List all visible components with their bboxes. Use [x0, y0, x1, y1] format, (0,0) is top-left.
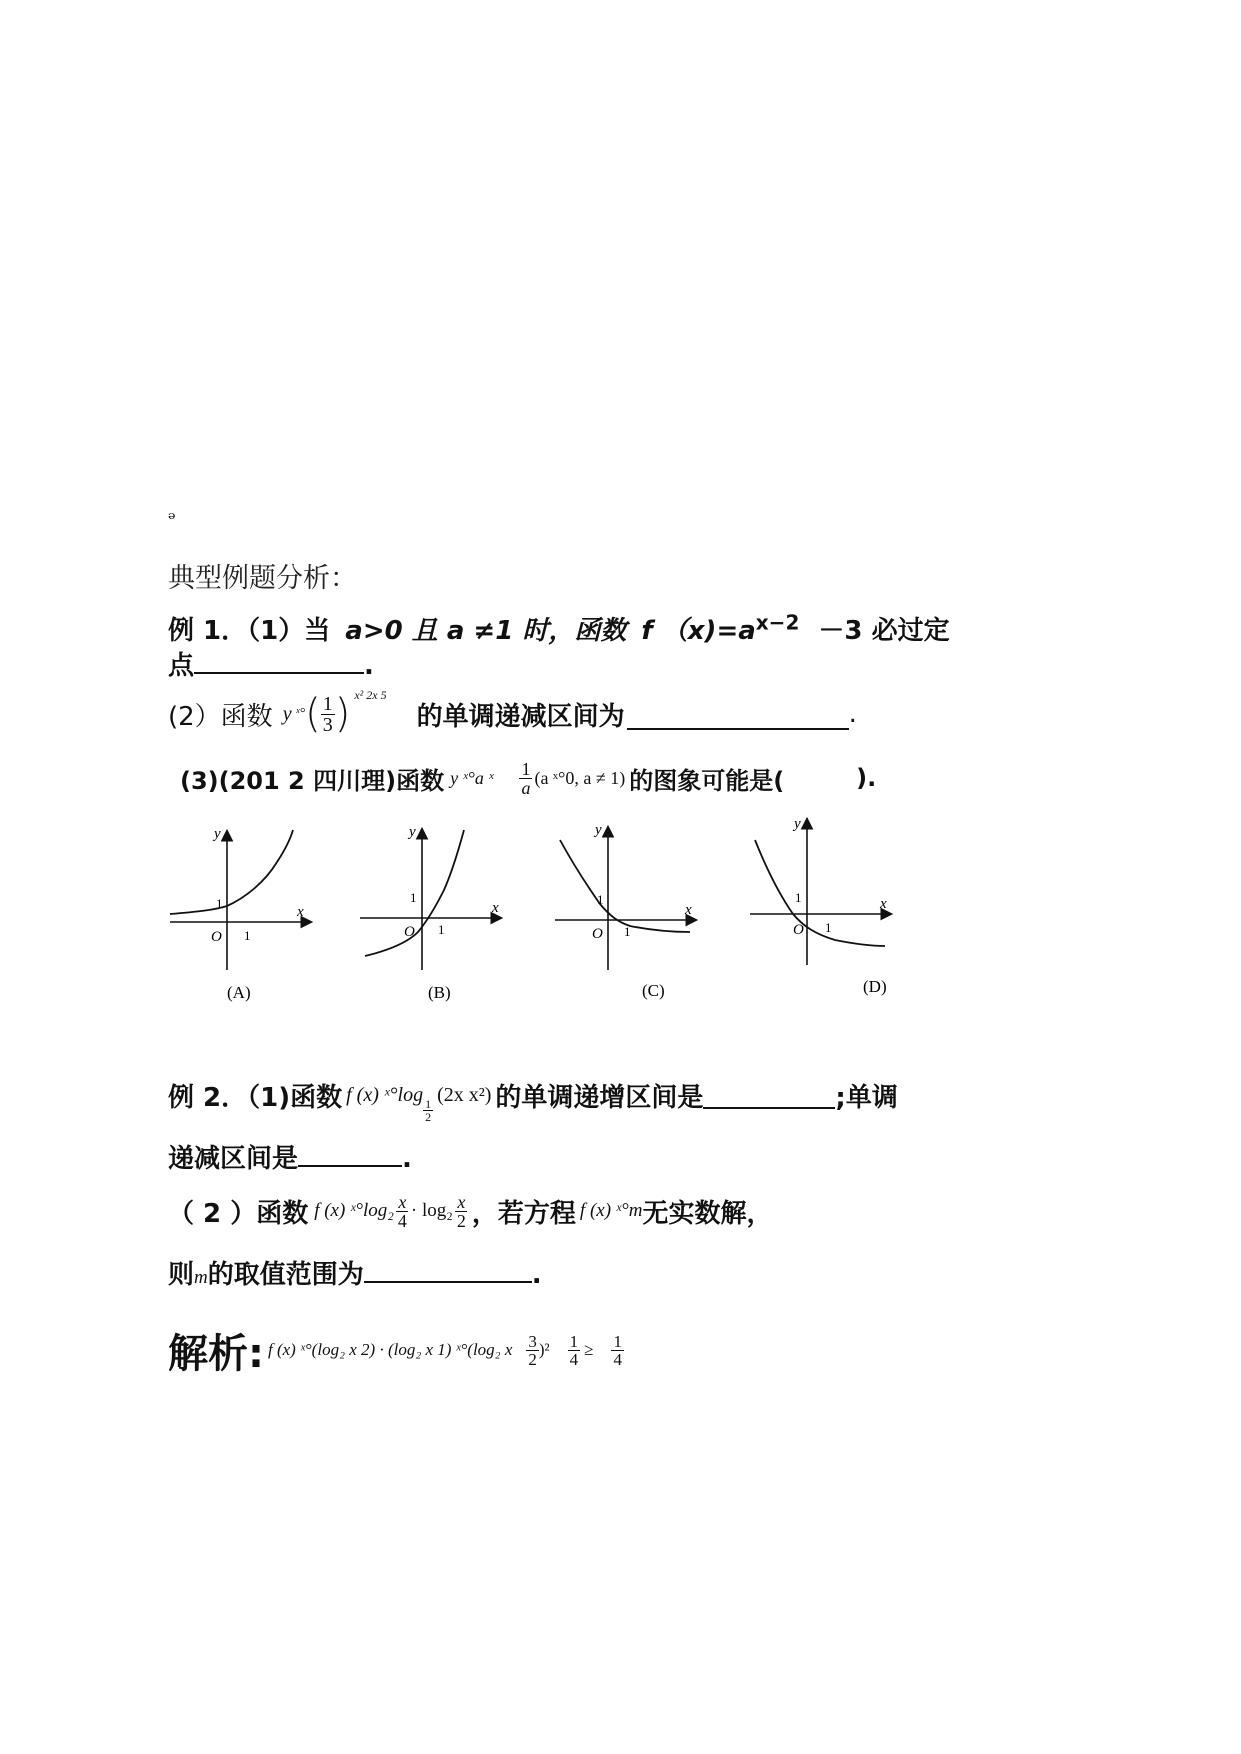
label-x: x [492, 900, 499, 916]
ex2-part2-text: ，若方程 [471, 1198, 576, 1229]
ex1-part3-condition: (a ˣ°0, a ≠ 1) [534, 767, 626, 788]
ex2-part1-arg: (2x x²) [437, 1083, 492, 1106]
caption-c: (C) [642, 981, 665, 1000]
ex1-tail: －3 必过定 [818, 616, 950, 646]
ex1-line2 [168, 645, 374, 682]
solution-formula-b: )² [538, 1340, 550, 1359]
solution-formula-a: f (x) ˣ°(log₂ x 2) · (log₂ x 1) ˣ°(log₂ x [268, 1340, 513, 1359]
curve [170, 830, 293, 914]
label-x: x [685, 902, 692, 918]
fraction-three-halves: $\frac{3}{2}$ [528, 1331, 537, 1369]
ex1-label: 例 1．（1）当 [168, 616, 331, 646]
graph-c[interactable] [555, 822, 695, 1000]
label-y: y [214, 826, 221, 842]
fraction-one-quarter-a: $\frac{1}{4}$ [569, 1331, 579, 1369]
ex2-part1 [168, 1065, 898, 1125]
caption-a: (A) [227, 983, 251, 1002]
curve [755, 840, 885, 946]
label-y: y [409, 824, 416, 840]
ex2-part2-line2-text: 的取值范围为 [207, 1260, 364, 1290]
ex2-part2-line2-label: 则 [168, 1260, 195, 1290]
ex1-part3-end: ). [856, 764, 877, 792]
ex2-part2-line2-end: . [531, 1260, 542, 1290]
tick-label-y-one: 1 [795, 890, 802, 905]
fraction-one-quarter-b: $\frac{1}{4}$ [613, 1331, 622, 1369]
solution-formula-c: ≥ [584, 1340, 594, 1359]
ex2-label: 例 2．（1)函数 [168, 1082, 343, 1113]
label-y: y [794, 816, 801, 832]
label-origin: O [793, 922, 804, 938]
ex1-part3-label: (3)(201 2 四川理)函数 [180, 766, 445, 795]
ex1-line1 [168, 610, 950, 647]
ex2-part2 [168, 1183, 773, 1239]
ex1-line2-label: 点 [168, 651, 195, 681]
fraction-x-over-2: $\frac{x}{2}$ [456, 1191, 466, 1231]
ex2-part1-line2 [168, 1138, 412, 1175]
ex1-line2-end: . [364, 651, 374, 681]
solution-label: 解析: [168, 1330, 264, 1377]
ex1-exponent: x−2 [755, 610, 800, 635]
graph-a[interactable] [170, 826, 310, 1002]
answer-blank-4[interactable] [703, 1107, 835, 1109]
stray-mark: ₔ [168, 500, 176, 524]
ex1-part2-end: . [848, 699, 857, 729]
ex1-part3-formula: y ˣ°a ˣ [450, 767, 494, 788]
tick-label-x-one: 1 [825, 920, 832, 935]
ex1-function: f （x)=a [641, 616, 756, 646]
ex1-part2-text: 的单调递减区间为 [416, 701, 625, 732]
ex2-part1-formula: f (x) ˣ°log [346, 1083, 424, 1106]
ex2-part1-line2-end: . [402, 1144, 412, 1174]
ex2-part2-tail: 无实数解， [642, 1198, 773, 1229]
log-base-one-half: $\frac{1}{2}$ [425, 1097, 432, 1124]
label-origin: O [404, 924, 415, 940]
ex2-part2-line2 [168, 1254, 542, 1291]
answer-blank-6[interactable] [364, 1281, 532, 1283]
graph-b[interactable] [360, 824, 500, 1002]
answer-blank-1[interactable] [194, 672, 364, 674]
tick-label-x-one: 1 [244, 928, 251, 943]
graph-d[interactable] [750, 816, 890, 996]
caption-d: (D) [863, 977, 887, 996]
ex2-part1-line2-text: 递减区间是 [168, 1144, 299, 1174]
ex1-part2-label: (2）函数 [168, 701, 273, 732]
label-y: y [595, 822, 602, 838]
ex2-part2-formula-b: · log₂ [410, 1200, 453, 1221]
label-origin: O [211, 929, 222, 945]
answer-blank-5[interactable] [298, 1165, 402, 1167]
ex2-part2-equation: f (x) ˣ°m [579, 1200, 643, 1221]
tick-label-x-one: 1 [438, 922, 445, 937]
paren-left: ( [305, 691, 321, 737]
ex2-part1-text: 的单调递增区间是 [495, 1082, 704, 1113]
label-x: x [297, 904, 304, 920]
curve [560, 840, 690, 932]
ex2-part2-formula-a: f (x) ˣ°log₂ [314, 1200, 394, 1221]
ex1-part3-text: 的图象可能是( [629, 766, 785, 795]
ex2-part1-tail: ;单调 [835, 1082, 898, 1113]
fraction-one-third: $\frac{1}{3}$ [322, 692, 333, 736]
label-x: x [880, 896, 887, 912]
variable-m: m [194, 1267, 208, 1288]
paren-right: ) [334, 691, 351, 737]
ex1-part2 [168, 684, 857, 744]
tick-label-y-one: 1 [216, 896, 223, 911]
fraction-x-over-4: $\frac{x}{4}$ [397, 1191, 407, 1231]
tick-label-y-one: 1 [597, 892, 604, 907]
ex1-condition: a>0 且 a ≠1 时，函数 [345, 616, 627, 646]
solution [168, 1315, 624, 1385]
ex1-part2-exponent: x² 2x 5 [354, 688, 387, 702]
label-origin: O [592, 926, 603, 942]
graph-options [165, 810, 955, 1010]
ex1-part3 [180, 748, 876, 808]
ex2-part2-label: （ 2 ）函数 [168, 1198, 309, 1229]
answer-blank-2[interactable] [627, 728, 849, 730]
ex1-part2-eq: ˣ° [295, 706, 306, 721]
tick-label-y-one: 1 [410, 890, 417, 905]
section-title: 典型例题分析： [168, 563, 357, 594]
tick-label-x-one: 1 [624, 924, 631, 939]
ex1-part2-y: y [282, 702, 292, 725]
fraction-one-over-a: $\frac{1}{a}$ [521, 758, 531, 798]
caption-b: (B) [428, 983, 451, 1002]
